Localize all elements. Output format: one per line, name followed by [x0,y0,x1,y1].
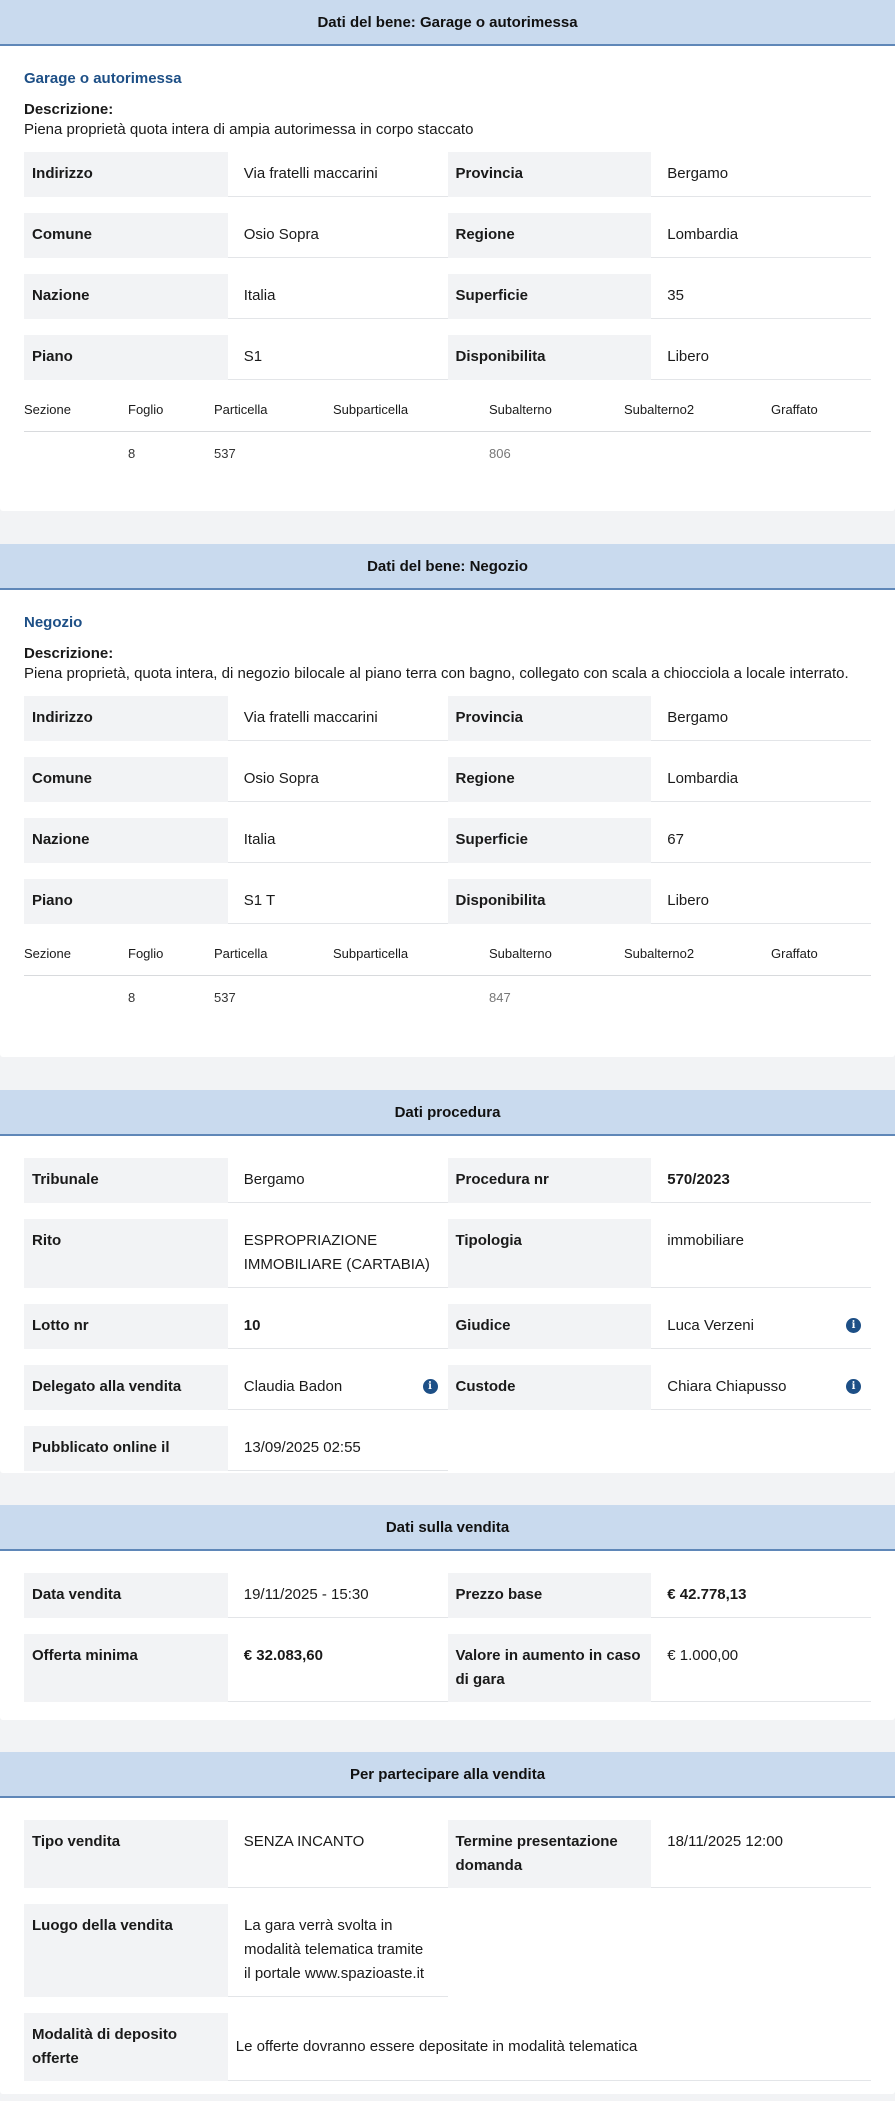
detail-label: Comune [24,757,228,802]
property-details [24,696,871,924]
giudice-cell [651,1304,871,1349]
detail-value: 67 [651,818,871,863]
cadastral-cell: 537 [214,445,236,461]
prezzo-base-value: € 42.778,13 [651,1573,871,1618]
card-negozio [0,544,895,1057]
cadastral-data-row [24,432,871,474]
custode-value: Chiara Chiapusso [667,1378,787,1395]
aumento-label: Valore in aumento in caso di gara [448,1634,652,1702]
pubblicato-label: Pubblicato online il [24,1426,228,1471]
detail-label: Indirizzo [24,152,228,197]
detail-value: Italia [228,818,448,863]
card-procedura [0,1090,895,1473]
cadastral-cell: 847 [489,989,511,1005]
pubblicato-value: 13/09/2025 02:55 [228,1426,448,1471]
data-vendita-label: Data vendita [24,1573,228,1618]
card-partecipare [0,1752,895,2094]
detail-label: Disponibilita [448,335,652,380]
detail-value: Lombardia [651,213,871,258]
giudice-label: Giudice [448,1304,652,1349]
detail-label: Comune [24,213,228,258]
detail-label: Nazione [24,274,228,319]
cadastral-table [24,388,871,474]
card-header: Dati del bene: Negozio [0,544,895,590]
cadastral-column-header: Graffato [771,402,818,417]
data-vendita-value: 19/11/2025 - 15:30 [228,1573,448,1618]
detail-label: Superficie [448,274,652,319]
detail-row [24,213,871,258]
cadastral-column-header: Particella [214,402,268,417]
detail-row [24,274,871,319]
description-text: Piena proprietà quota intera di ampia autorimessa in corpo staccato [24,121,474,138]
property-title: Negozio [24,614,83,631]
cadastral-column-header: Foglio [128,946,164,961]
cadastral-table [24,932,871,1018]
description-text: Piena proprietà, quota intera, di negozio bilocale al piano terra con bagno, collegato con scala a chiocciola a locale interrato. [24,665,849,682]
procedura-value: 570/2023 [651,1158,871,1203]
tipologia-label: Tipologia [448,1219,652,1288]
tribunale-label: Tribunale [24,1158,228,1203]
detail-value: Libero [651,335,871,380]
offerta-minima-value: € 32.083,60 [228,1634,448,1702]
info-icon[interactable]: i [423,1379,438,1394]
detail-value: Via fratelli maccarini [228,696,448,741]
deposito-label: Modalità di deposito offerte [24,2013,228,2081]
cadastral-column-header: Foglio [128,402,164,417]
custode-cell [651,1365,871,1410]
detail-label: Superficie [448,818,652,863]
detail-value: S1 [228,335,448,380]
delegato-value: Claudia Badon [243,1378,343,1395]
property-details [24,152,871,380]
cadastral-column-header: Subparticella [333,402,409,417]
detail-value: 35 [651,274,871,319]
detail-label: Piano [24,335,228,380]
detail-label: Provincia [448,152,652,197]
cadastral-column-header: Particella [214,946,268,961]
detail-row [24,696,871,741]
detail-value: Lombardia [651,757,871,802]
detail-label: Provincia [448,696,652,741]
cadastral-column-header: Sezione [24,946,71,961]
cadastral-column-header: Sezione [24,402,71,417]
cadastral-header-row [24,388,871,432]
lotto-value: 10 [228,1304,448,1349]
detail-value: Libero [651,879,871,924]
detail-label: Indirizzo [24,696,228,741]
custode-label: Custode [448,1365,652,1410]
cadastral-cell: 537 [214,989,236,1005]
tipo-vendita-label: Tipo vendita [24,1820,228,1888]
rito-label: Rito [24,1219,228,1288]
detail-row [24,757,871,802]
cadastral-cell: 8 [128,445,136,461]
detail-value: Bergamo [651,152,871,197]
termine-label: Termine presentazione domanda [448,1820,652,1888]
detail-value: S1 T [228,879,448,924]
detail-value: Italia [228,274,448,319]
info-icon[interactable]: i [846,1379,861,1394]
detail-row [24,335,871,380]
card-header: Dati sulla vendita [0,1505,895,1551]
procedura-label: Procedura nr [448,1158,652,1203]
property-title: Garage o autorimessa [24,70,182,87]
offerta-minima-label: Offerta minima [24,1634,228,1702]
luogo-label: Luogo della vendita [24,1904,228,1997]
deposito-value: Le offerte dovranno essere depositate in modalità telematica [228,2013,871,2081]
cadastral-data-row [24,976,871,1018]
lotto-label: Lotto nr [24,1304,228,1349]
giudice-value: Luca Verzeni [667,1317,754,1334]
detail-row [24,152,871,197]
detail-value: Osio Sopra [228,757,448,802]
card-garage [0,0,895,511]
detail-value: Via fratelli maccarini [228,152,448,197]
detail-label: Regione [448,757,652,802]
aumento-value: € 1.000,00 [651,1634,871,1702]
info-icon[interactable]: i [846,1318,861,1333]
cadastral-column-header: Subparticella [333,946,409,961]
card-header: Per partecipare alla vendita [0,1752,895,1798]
card-header: Dati procedura [0,1090,895,1136]
description-label: Descrizione: [24,101,114,118]
detail-value: Osio Sopra [228,213,448,258]
termine-value: 18/11/2025 12:00 [651,1820,871,1888]
tribunale-value: Bergamo [228,1158,448,1203]
description-label: Descrizione: [24,645,114,662]
detail-value: Bergamo [651,696,871,741]
prezzo-base-label: Prezzo base [448,1573,652,1618]
tipologia-value: immobiliare [651,1219,871,1288]
card-vendita [0,1505,895,1720]
cadastral-column-header: Subalterno2 [624,946,695,961]
cadastral-column-header: Subalterno2 [624,402,695,417]
cadastral-cell: 8 [128,989,136,1005]
delegato-label: Delegato alla vendita [24,1365,228,1410]
detail-label: Piano [24,879,228,924]
detail-label: Nazione [24,818,228,863]
rito-value: ESPROPRIAZIONE IMMOBILIARE (CARTABIA) [228,1219,448,1288]
cadastral-column-header: Subalterno [489,946,552,961]
cadastral-cell: 806 [489,445,511,461]
cadastral-column-header: Subalterno [489,402,552,417]
cadastral-header-row [24,932,871,976]
luogo-value: La gara verrà svolta in modalità telematica tramite il portale www.spazioaste.it [228,1904,448,1997]
delegato-cell [228,1365,448,1410]
detail-row [24,879,871,924]
detail-label: Regione [448,213,652,258]
cadastral-column-header: Graffato [771,946,818,961]
tipo-vendita-value: SENZA INCANTO [228,1820,448,1888]
card-header: Dati del bene: Garage o autorimessa [0,0,895,46]
detail-label: Disponibilita [448,879,652,924]
detail-row [24,818,871,863]
